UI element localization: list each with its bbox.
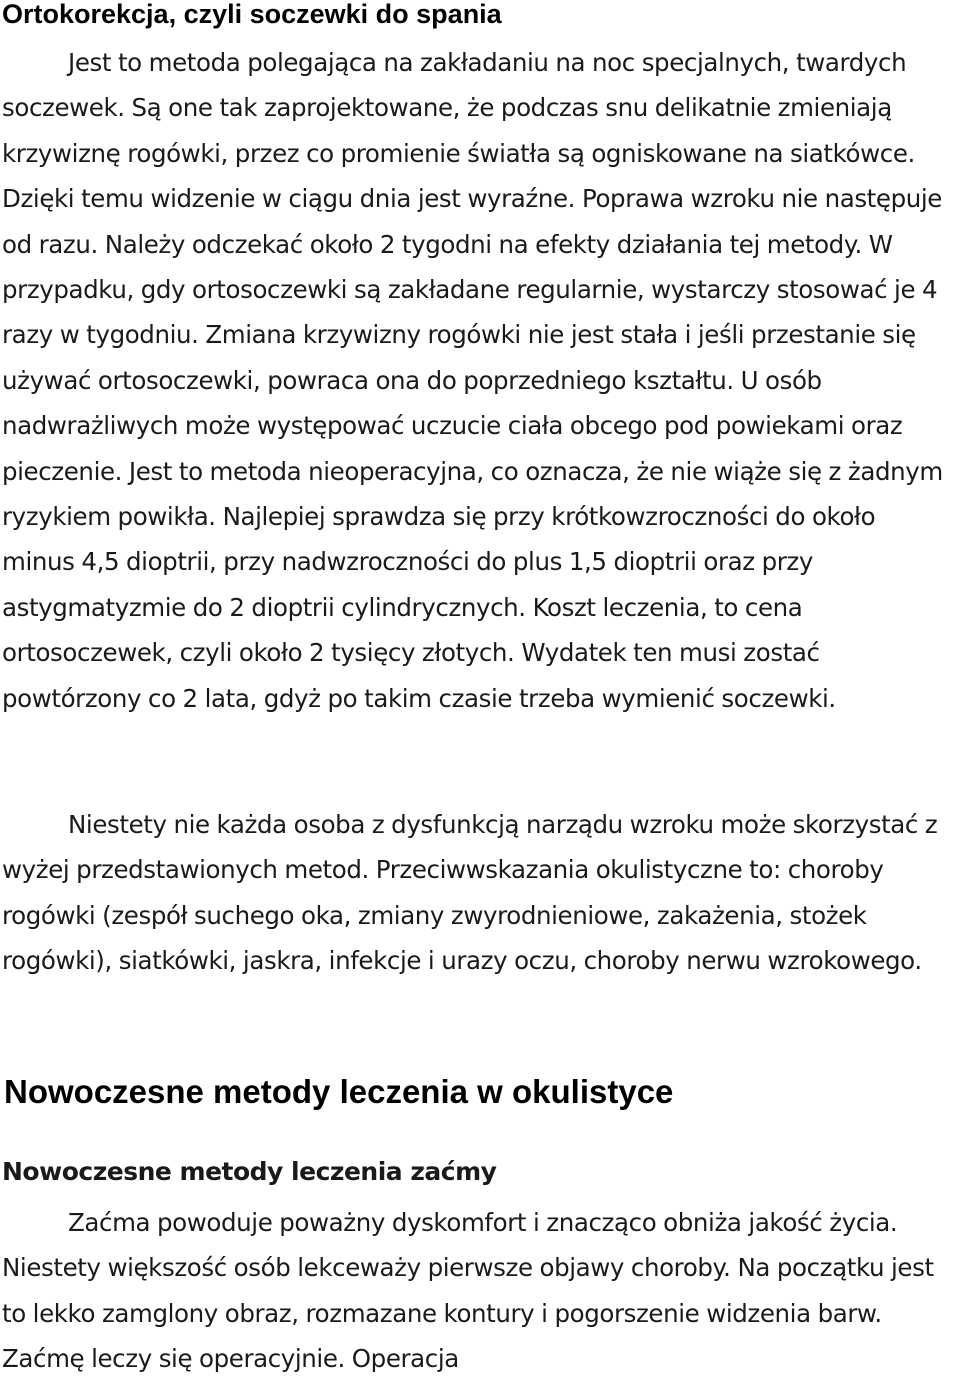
sub-heading: Nowoczesne metody leczenia zaćmy xyxy=(2,1157,497,1186)
paragraph-orthokeratology: Jest to metoda polegająca na zakładaniu na noc specjalnych, twardych soczewek. Są one tak zaprojektowane, że podczas snu delikatnie zmieniają krzywiznę rogówki, przez co promienie światła są ogniskowane na siatkówce. Dzięki temu widzenie w ciągu dnia jest wyraźne. Poprawa wzroku nie następuje od razu. Należy odczekać około 2 tygodni na efekty działania tej metody. W przypadku, gdy ortosoczewki są zakładane regularnie, wystarczy stosować je 4 razy w tygodniu. Zmiana krzywizny rogówki nie jest stała i jeśli przestanie się używać ortosoczewki, powraca ona do poprzedniego kształtu. U osób nadwrażliwych może występować uczucie ciała obcego pod powiekami oraz pieczenie. Jest to metoda nieoperacyjna, co oznacza, że nie wiąże się z żadnym ryzykiem powikła. Najlepiej sprawdza się przy krótkowzroczności do około minus 4,5 dioptrii, przy nadwzroczności do plus 1,5 dioptrii oraz przy astygmatyzmie do 2 dioptrii cylindrycznych. Koszt leczenia, to cena ortosoczewek, czyli około 2 tysięcy złotych. Wydatek ten musi zostać powtórzony co 2 lata, gdyż po takim czasie trzeba wymienić soczewki. xyxy=(2,48,943,713)
paragraph-contraindications: Niestety nie każda osoba z dysfunkcją narządu wzroku może skorzystać z wyżej przedstawionych metod. Przeciwwskazania okulistyczne to: choroby rogówki (zespół suchego oka, zmiany zwyrodnieniowe, zakażenia, stożek rogówki), siatkówki, jaskra, infekcje i urazy oczu, choroby nerwu wzrokowego. xyxy=(2,810,938,976)
main-heading: Nowoczesne metody leczenia w okulistyce xyxy=(4,1073,674,1110)
paragraph-cataract: Zaćma powoduje poważny dyskomfort i znacząco obniża jakość życia. Niestety większość osób lekceważy pierwsze objawy choroby. Na początku jest to lekko zamglony obraz, rozmazane kontury i pogorszenie widzenia barw. Zaćmę leczy się operacyjnie. Operacja xyxy=(2,1208,934,1374)
section-title: Ortokorekcja, czyli soczewki do spania xyxy=(2,0,502,29)
